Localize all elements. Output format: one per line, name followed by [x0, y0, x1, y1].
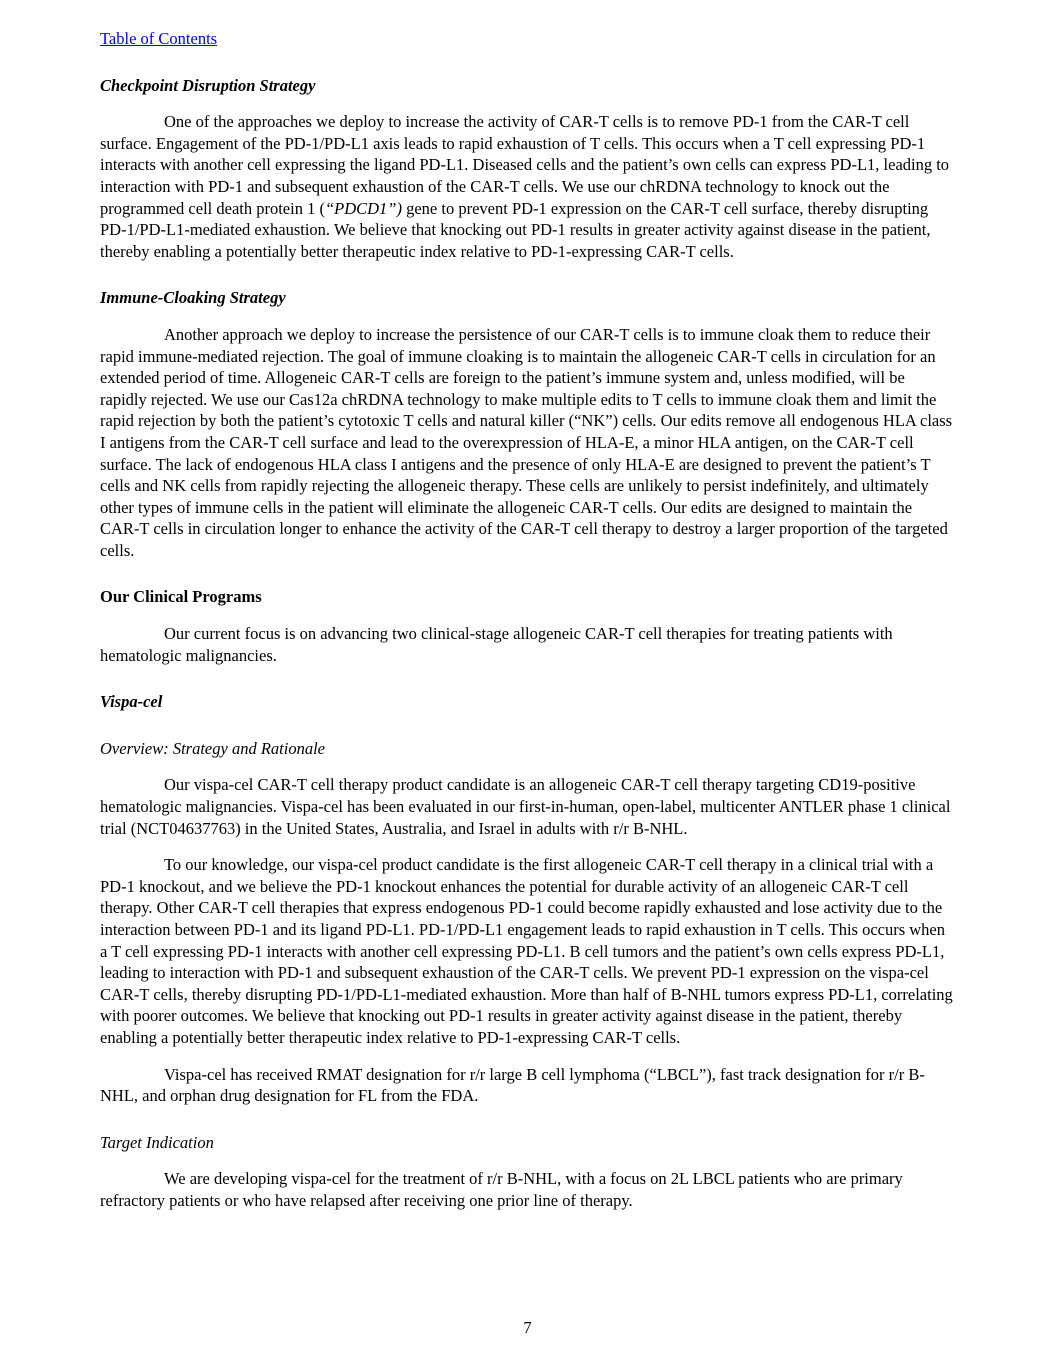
heading-our-clinical-programs: Our Clinical Programs [100, 587, 262, 607]
heading-immune-cloaking-strategy: Immune-Cloaking Strategy [100, 288, 286, 308]
paragraph-checkpoint-strategy [100, 111, 955, 262]
heading-overview-strategy-rationale: Overview: Strategy and Rationale [100, 738, 325, 758]
paragraph-target-indication: We are developing vispa-cel for the treatment of r/r B-NHL, with a focus on 2L LBCL patients who are primary refractory patients or who have relapsed after receiving one prior line of therapy. [100, 1169, 903, 1210]
heading-target-indication: Target Indication [100, 1132, 214, 1152]
paragraph-immune-cloaking: Another approach we deploy to increase the persistence of our CAR-T cells is to immune cloak them to reduce their rapid immune-mediated rejection. The goal of immune cloaking is to maintain the allogeneic CAR-T cells in circulation for an extended period of time. Allogeneic CAR-T cells are foreign to the patient’s immune system and, unless modified, will be rapidly rejected. We use our Cas12a chRDNA technology to make multiple edits to T cells to immune cloak them and limit the rapid rejection by both the patient’s cytotoxic T cells and natural killer (“NK”) cells. Our edits remove all endogenous HLA class I antigens from the CAR-T cell surface and lead to the overexpression of HLA-E, a minor HLA antigen, on the CAR-T cell surface. The lack of endogenous HLA class I antigens and the presence of only HLA-E are designed to prevent the patient’s T cells and NK cells from rapidly rejecting the allogeneic therapy. These cells are unlikely to persist indefinitely, and ultimately other types of immune cells in the patient will eliminate the allogeneic CAR-T cells. Our edits are designed to maintain the CAR-T cells in circulation longer to enhance the activity of the CAR-T cell therapy to destroy a larger proportion of the targeted cells. [100, 324, 953, 560]
heading-checkpoint-disruption-strategy: Checkpoint Disruption Strategy [100, 75, 316, 95]
heading-vispa-cel: Vispa-cel [100, 692, 163, 712]
paragraph-vispacel-overview: Our vispa-cel CAR-T cell therapy product candidate is an allogeneic CAR-T cell therapy targeting CD19-positive hematologic malignancies. Vispa-cel has been evaluated in our first-in-human, open-label, multicenter ANTLER phase 1 clinical trial (NCT04637763) in the United States, Australia, and Israel in adults with r/r B-NHL. [100, 775, 951, 838]
paragraph-vispacel-designations: Vispa-cel has received RMAT designation for r/r large B cell lymphoma (“LBCL”), fast track designation for r/r B-NHL, and orphan drug designation for FL from the FDA. [100, 1064, 925, 1106]
paragraph-text: One of the approaches we deploy to increase the activity of CAR-T cells is to remove PD-1 from the CAR-T cell surface. Engagement of the PD-1/PD-L1 axis leads to rapid exhaustion of T cells. This occurs when a T cell expressing PD-1 interacts with another cell expressing the ligand PD-L1. Diseased cells and the patient’s own cells can express PD-L1, leading to interaction with PD-1 and subsequent exhaustion of the CAR-T cells. We use our chRDNA technology to knock out the programmed cell death protein 1 ( [100, 112, 950, 218]
paragraph-text: gene to prevent PD-1 expression on the CAR-T cell surface, thereby disrupting PD-1/PD-L1-mediated exhaustion. We believe that knocking out PD-1 results in greater activity against disease in the patient, thereby enabling a potentially better therapeutic index relative to PD-1-expressing CAR-T cells. [100, 198, 931, 261]
page-number: 7 [523, 1318, 532, 1338]
paragraph-clinical-programs: Our current focus is on advancing two clinical-stage allogeneic CAR-T cell therapies for treating patients with hematologic malignancies. [100, 624, 893, 665]
table-of-contents-link[interactable]: Table of Contents [100, 29, 218, 48]
paragraph-vispacel-knockout: To our knowledge, our vispa-cel product candidate is the first allogeneic CAR-T cell therapy in a clinical trial with a PD-1 knockout, and we believe the PD-1 knockout enhances the potential for durable activity of an allogeneic CAR-T cell therapy. Other CAR-T cell therapies that express endogenous PD-1 could become rapidly exhausted and lose activity due to the interaction between PD-1 and its ligand PD-L1. PD-1/PD-L1 engagement leads to rapid exhaustion in T cells. This occurs when a T cell expressing PD-1 interacts with another cell expressing PD-L1. B cell tumors and the patient’s own cells express PD-L1, leading to interaction with PD-1 and subsequent exhaustion of the CAR-T cells. We prevent PD-1 expression on the vispa-cel CAR-T cells, thereby disrupting PD-1/PD-L1-mediated exhaustion. More than half of B-NHL tumors express PD-L1, correlating with poorer outcomes. We believe that knocking out PD-1 results in greater activity against disease in the patient, thereby enabling a potentially better therapeutic index relative to PD-1-expressing CAR-T cells. [100, 855, 953, 1047]
gene-name-italic: “PDCD1”) [324, 198, 402, 218]
